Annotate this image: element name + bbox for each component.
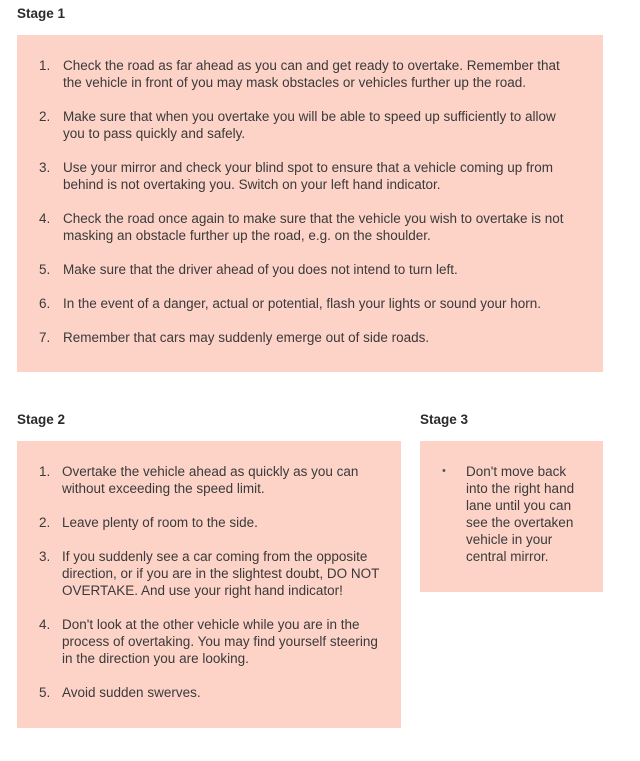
- item-number: 7.: [39, 330, 51, 345]
- item-number: 5.: [39, 685, 51, 700]
- item-number: 2.: [39, 109, 51, 124]
- stage-1-title: Stage 1: [17, 6, 66, 21]
- item-text: Don't move back into the right hand lane until you can see the overtaken vehicle in your central mirror.: [466, 464, 575, 564]
- item-text: Remember that cars may suddenly emerge out of side roads.: [63, 330, 430, 345]
- item-text: Check the road once again to make sure that the vehicle you wish to overtake is not masking an obstacle further up the road, e.g. on the shoulder.: [63, 211, 564, 243]
- item-number: 1.: [39, 58, 51, 73]
- item-text: In the event of a danger, actual or potential, flash your lights or sound your horn.: [63, 296, 542, 311]
- list-item: [39, 295, 573, 312]
- item-text: Make sure that the driver ahead of you does not intend to turn left.: [63, 262, 458, 277]
- item-text: Don't look at the other vehicle while you are in the process of overtaking. You may find yourself steering in the direction you are looking.: [62, 617, 378, 666]
- stage-3-box: [420, 441, 603, 592]
- item-number: 6.: [39, 296, 51, 311]
- stage-2-title: Stage 2: [17, 412, 66, 427]
- stage-1-list: [39, 57, 573, 346]
- list-item: [39, 548, 381, 599]
- list-item: [39, 616, 381, 667]
- list-item: [39, 210, 573, 244]
- list-item: [39, 108, 573, 142]
- list-item: [39, 514, 381, 531]
- item-text: Use your mirror and check your blind spot to ensure that a vehicle coming up from behind is not overtaking you. Switch on your left hand indicator.: [63, 160, 553, 192]
- item-number: 3.: [39, 549, 51, 564]
- item-number: 3.: [39, 160, 51, 175]
- list-item: [39, 329, 573, 346]
- item-text: If you suddenly see a car coming from the opposite direction, or if you are in the slightest doubt, DO NOT OVERTAKE. And use your right hand indicator!: [62, 549, 380, 598]
- item-text: Make sure that when you overtake you will be able to speed up sufficiently to allow you to pass quickly and safely.: [63, 109, 556, 141]
- item-number: 4.: [39, 211, 51, 226]
- stage-2-list: [39, 463, 381, 701]
- list-item: [39, 684, 381, 701]
- item-number: 1.: [39, 464, 51, 479]
- item-text: Leave plenty of room to the side.: [62, 515, 258, 530]
- stage-1-box: [17, 35, 603, 372]
- stage-2-box: [17, 441, 401, 728]
- item-number: 4.: [39, 617, 51, 632]
- item-number: 5.: [39, 262, 51, 277]
- stage-3-list: [442, 463, 583, 565]
- bullet-icon: •: [442, 465, 446, 477]
- stage-3-title: Stage 3: [420, 412, 469, 427]
- list-item: [39, 159, 573, 193]
- list-item: [39, 261, 573, 278]
- item-text: Avoid sudden swerves.: [62, 685, 201, 700]
- item-text: Check the road as far ahead as you can and get ready to overtake. Remember that the vehicle in front of you may mask obstacles or vehicles further up the road.: [63, 58, 560, 90]
- item-text: Overtake the vehicle ahead as quickly as you can without exceeding the speed limit.: [62, 464, 359, 496]
- list-item: [442, 463, 583, 565]
- list-item: [39, 57, 573, 91]
- item-number: 2.: [39, 515, 51, 530]
- list-item: [39, 463, 381, 497]
